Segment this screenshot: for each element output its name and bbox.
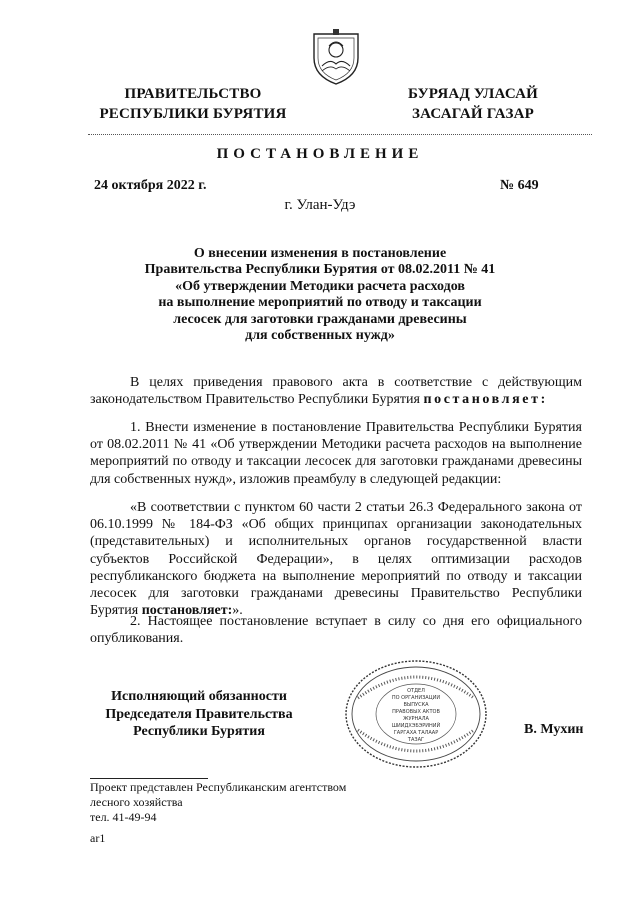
- signatory-name: В. Мухин: [524, 722, 584, 737]
- header-right-line: ЗАСАГАЙ ГАЗАР: [412, 106, 534, 122]
- document-title: ПОСТАНОВЛЕНИЕ: [216, 146, 424, 162]
- government-name-bua: [392, 84, 554, 124]
- subject-line: лесосек для заготовки гражданами древесины: [173, 311, 467, 327]
- stamp-line: ЖУРНАЛА: [403, 716, 429, 722]
- subject-line: на выполнение мероприятий по отводу и таксации: [158, 295, 482, 311]
- official-stamp-icon: [342, 658, 490, 770]
- subject-line: для собственных нужд»: [245, 328, 395, 344]
- document-date: 24 октября 2022 г.: [94, 178, 207, 193]
- header-right-line: БУРЯАД УЛАСАЙ: [407, 86, 539, 102]
- stamp-line: ШИИДХЭБЭРИНИЙ: [391, 723, 441, 729]
- header-left-line: РЕСПУБЛИКИ БУРЯТИЯ: [99, 106, 287, 122]
- signatory-title-line: Председателя Правительства: [105, 706, 293, 722]
- new-preamble-paragraph: [90, 499, 582, 619]
- stamp-line: ГАРГАХА ТАЛААР: [393, 730, 439, 736]
- item-2-text: 2. Настоящее постановление вступает в силу со дня его официального опубликования.: [90, 614, 582, 647]
- stamp-line: ПРАВОВЫХ АКТОВ: [392, 709, 440, 715]
- coat-of-arms-icon: [310, 28, 362, 86]
- preamble-text: В целях приведения правового акта в соответствие с действующим законодательством Правительство Республики Бурятия: [90, 375, 582, 408]
- new-preamble-end: ».: [232, 603, 243, 619]
- document-city: г. Улан-Удэ: [284, 197, 356, 213]
- stamp-line: ОТДЕЛ: [407, 688, 425, 694]
- stamp-line: ВЫПУСКА: [403, 702, 429, 708]
- signatory-title-line: Республики Бурятия: [133, 724, 265, 739]
- document-subject: [120, 246, 520, 344]
- footnote-divider: [90, 778, 208, 779]
- government-name-ru: [88, 84, 298, 124]
- footnote-line: Проект представлен Республиканским агентством: [90, 780, 347, 794]
- signatory-title: [88, 688, 310, 741]
- item-1-paragraph: [90, 419, 582, 488]
- subject-line: «Об утверждении Методики расчета расходов: [175, 278, 465, 294]
- item-2-paragraph: [90, 613, 582, 647]
- item-1-text: 1. Внести изменение в постановление Правительства Республики Бурятия от 08.02.2011 № 41 «Об утверждении Методики расчета расходов на выполнение мероприятий по отводу и таксации лесосек для заготовки гражданами древесины для собственных нужд», изложив преамбулу в следующей редакции:: [90, 420, 582, 487]
- footnote-line: лесного хозяйства: [90, 795, 183, 809]
- document-number: № 649: [500, 178, 539, 193]
- header-divider: [88, 134, 592, 135]
- header-left-line: ПРАВИТЕЛЬСТВО: [124, 86, 262, 102]
- new-preamble-text: «В соответствии с пунктом 60 части 2 статьи 26.3 Федерального закона от 06.10.1999 № 184-ФЗ «Об общих принципах организации законодательных (представительных) и исполнительных органов государственной власти субъектов Российской Федерации», в целях оптимизации расходов республиканского бюджета на выполнение мероприятий по отводу и таксации лесосек для заготовки гражданами древесины Правительство Республики Бурятия: [90, 500, 582, 619]
- preamble-paragraph: [90, 374, 582, 408]
- footnote-line: тел. 41-49-94: [90, 810, 157, 824]
- stamp-line: ПО ОРГАНИЗАЦИИ: [391, 695, 441, 701]
- document-code: ar1: [90, 831, 106, 845]
- new-preamble-decree-word: постановляет:: [141, 603, 233, 619]
- subject-line: Правительства Республики Бурятия от 08.02.2011 № 41: [144, 262, 496, 278]
- signatory-title-line: Исполняющий обязанности: [111, 689, 287, 704]
- subject-line: О внесении изменения в постановление: [193, 246, 447, 261]
- stamp-line: ТАЗАГ: [407, 737, 425, 743]
- preamble-decree-word: постановляет:: [423, 392, 548, 408]
- footnote: [90, 780, 346, 825]
